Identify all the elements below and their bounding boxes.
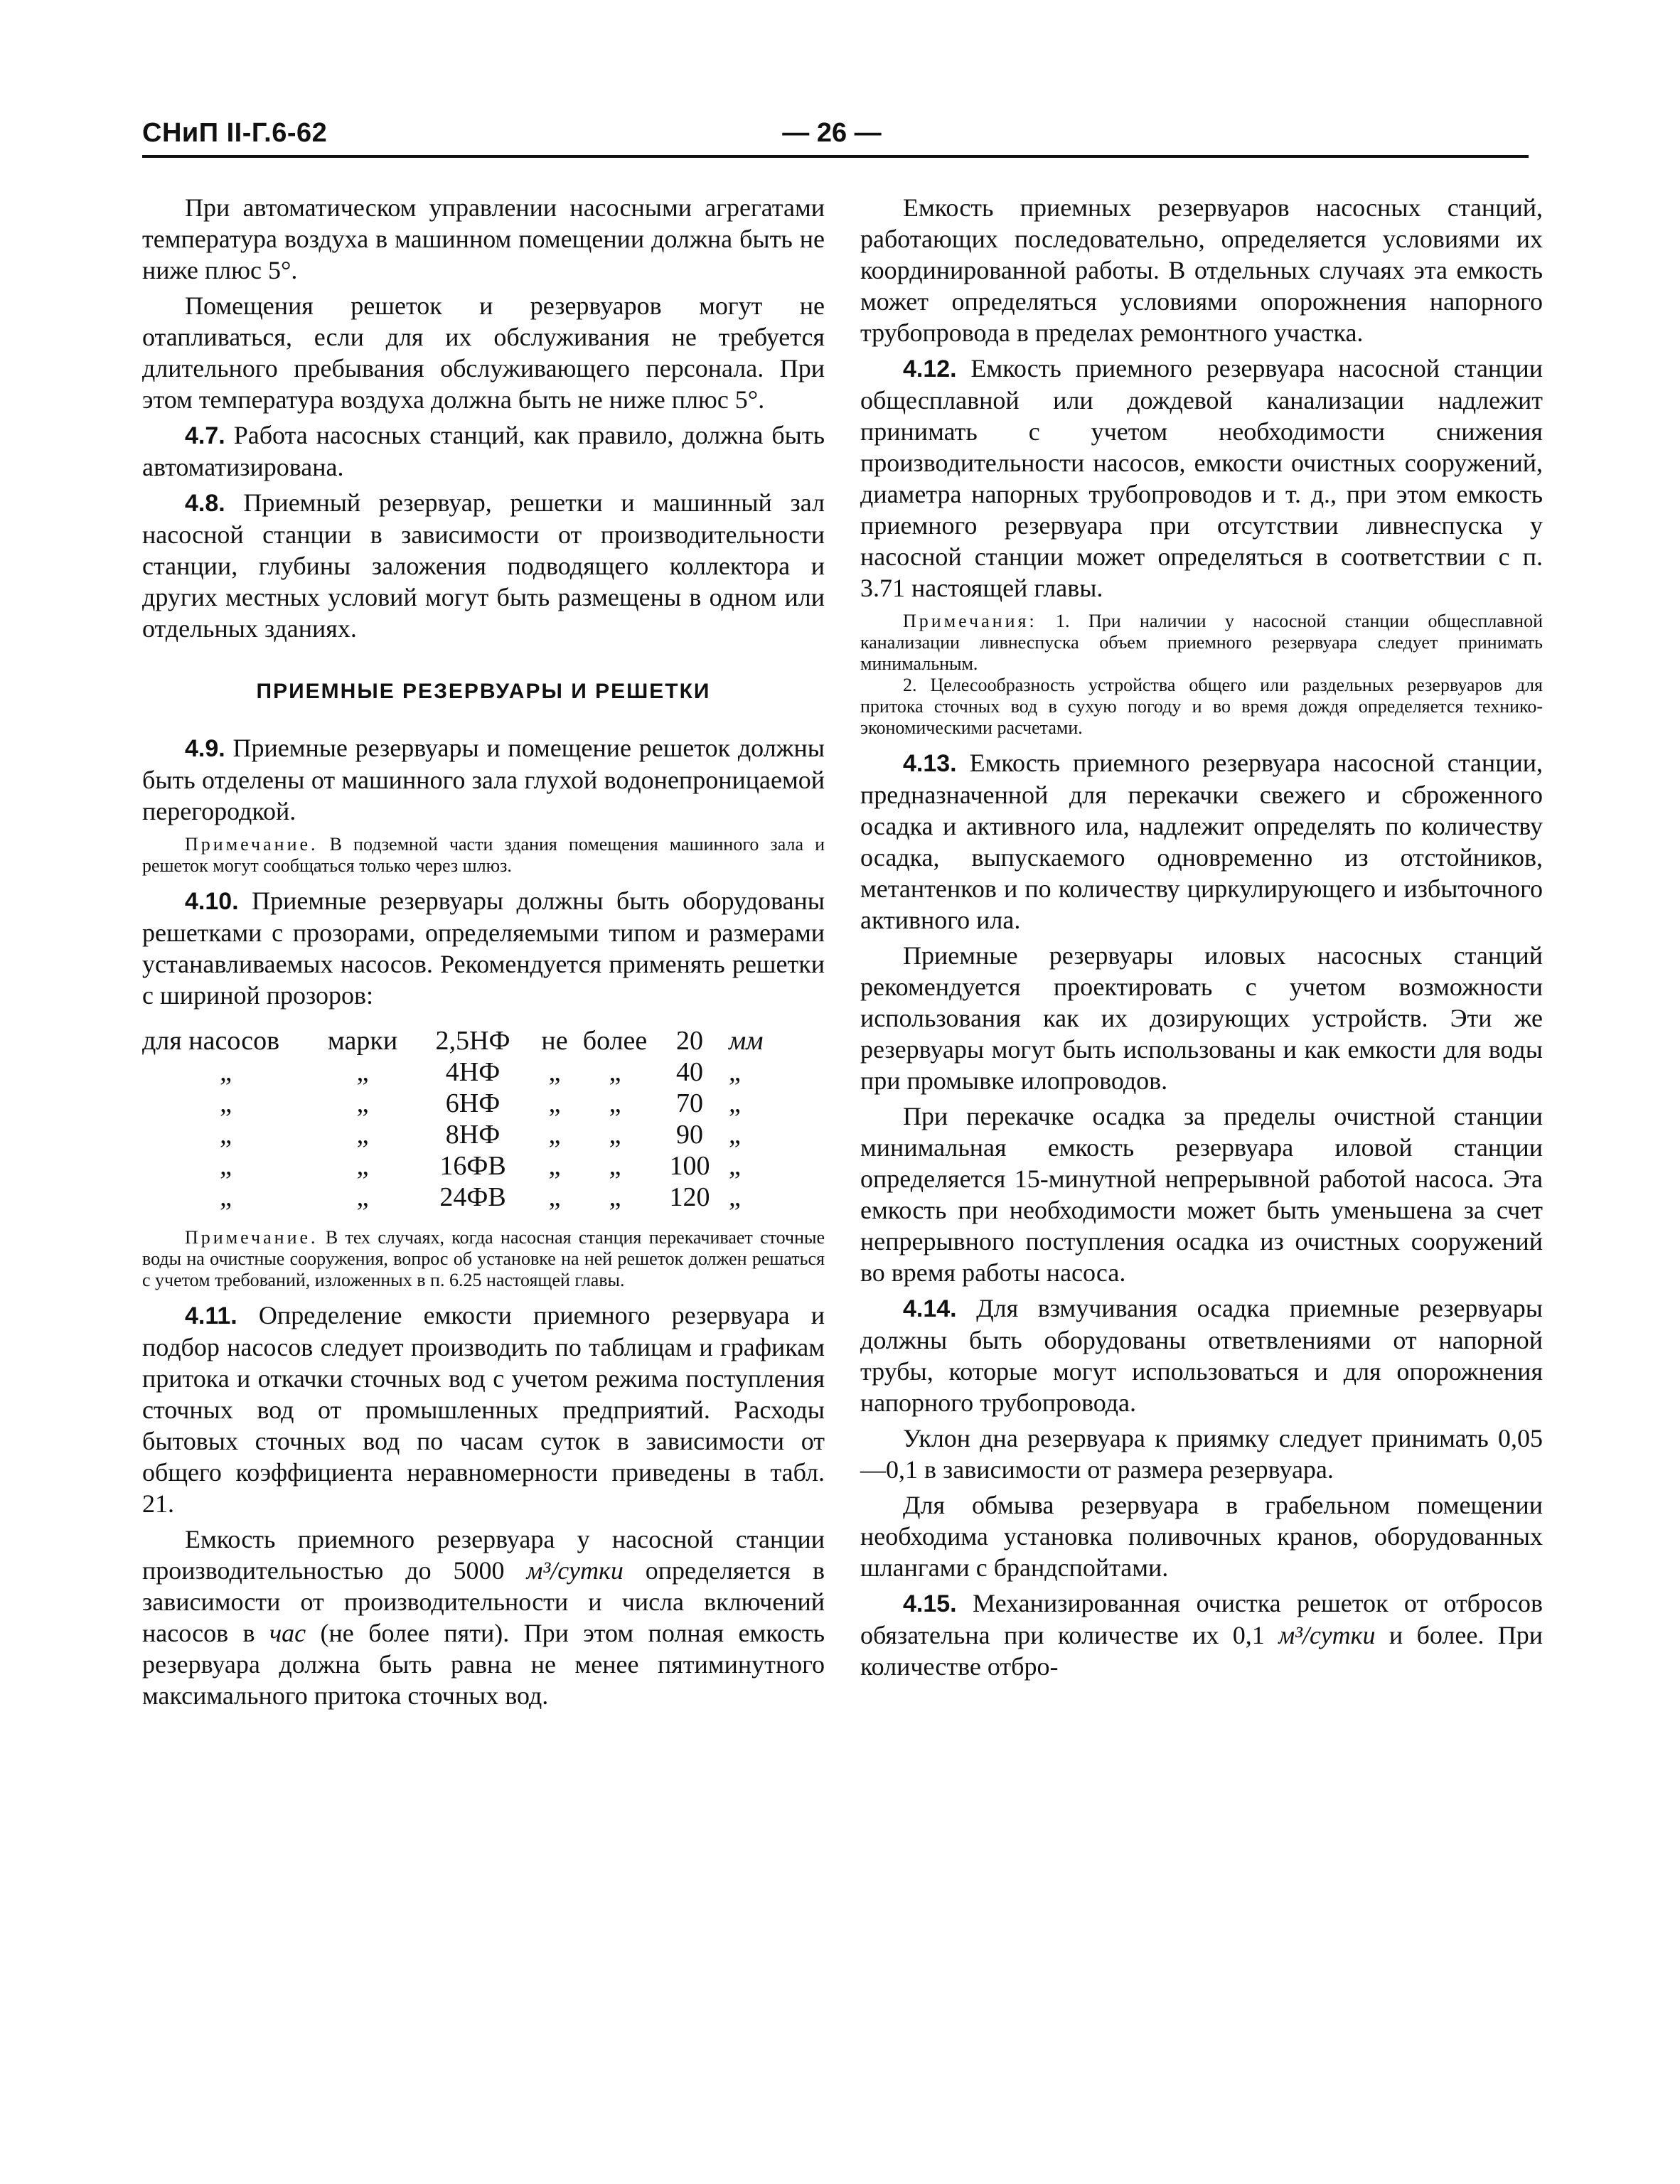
note-text: В подземной части здания помещения машинного зала и решеток могут сообщаться только через шлюз. (142, 834, 825, 876)
clause-4-8 (142, 487, 825, 644)
note-text: 1. При наличии у насосной станции общесплавной канализации ливнеспуска объем приемного резервуара следует принимать минимальным. (860, 611, 1543, 674)
paragraph: Емкость приемных резервуаров насосных станций, работающих последовательно, определяется условиями их координированной работы. В отдельных случаях эта емкость может определяться условиями опорожнения напорного трубопровода в пределах ремонтного участка. (860, 193, 1543, 347)
left-column (142, 192, 825, 1715)
spacing-value: 40 (676, 1057, 703, 1087)
ditto-mark: „ (548, 1151, 561, 1181)
clause-text: Механизированная очистка решеток от отбросов обязательна при количестве их 0,1 (860, 1589, 1543, 1649)
clause-number: 4.7. (185, 422, 225, 449)
text: определяется в зависимости от производительности и числа включений насосов в (142, 1556, 825, 1647)
note (860, 611, 1543, 675)
note (142, 834, 825, 877)
table-cell: марки (327, 1026, 398, 1056)
table-row (142, 1150, 810, 1182)
ditto-mark: „ (609, 1182, 621, 1212)
ditto-mark: „ (729, 1182, 741, 1212)
clause-number: 4.12. (903, 355, 957, 382)
text: (не более пяти). При этом полная емкость резервуара должна быть равна не менее пятиминутного максимального притока сточных вод. (142, 1619, 825, 1710)
header-rule (142, 155, 1529, 158)
clause-4-14 (860, 1292, 1543, 1418)
paragraph: Уклон дна резервуара к приямку следует принимать 0,05—0,1 в зависимости от размера резервуара. (860, 1424, 1543, 1484)
table-row (142, 1119, 810, 1150)
page-number: — 26 — (782, 118, 882, 148)
ditto-mark: „ (609, 1088, 621, 1118)
clause-text: Приемные резервуары и помещение решеток должны быть отделены от машинного зала глухой водонепроницаемой перегородкой. (142, 734, 825, 825)
ditto-mark: „ (220, 1057, 232, 1087)
ditto-mark: „ (609, 1151, 621, 1181)
section-heading: ПРИЕМНЫЕ РЕЗЕРВУАРЫ И РЕШЕТКИ (256, 680, 711, 703)
ditto-mark: „ (729, 1088, 741, 1118)
clause-text: Приемный резервуар, решетки и машинный зал насосной станции в зависимости от производительности станции, глубины заложения подводящего коллектора и других местных условий могут быть размещены в одном или отдельных зданиях. (142, 488, 825, 643)
ditto-mark: „ (356, 1057, 369, 1087)
spacing-value: 70 (676, 1088, 703, 1118)
clause-number: 4.11. (185, 1302, 237, 1329)
table-cell: для насосов (142, 1026, 280, 1056)
paragraph: Приемные резервуары иловых насосных станций рекомендуется проектировать с учетом возможности использования как их дозирующих устройств. Эти же резервуары могут быть использованы и как емкости для воды при промывке илопроводов. (860, 941, 1543, 1095)
clause-4-10 (142, 885, 825, 1011)
grate-spacing-table (142, 1025, 810, 1213)
ditto-mark: „ (609, 1120, 621, 1150)
ditto-mark: „ (548, 1120, 561, 1150)
clause-4-13 (860, 747, 1543, 936)
clause-number: 4.14. (903, 1295, 957, 1322)
ditto-mark: „ (220, 1151, 232, 1181)
page-header (142, 112, 1529, 155)
clause-text: Для взмучивания осадка приемные резервуары должны быть оборудованы ответвлениями от напорной трубы, которые могут использоваться и для опорожнения напорного трубопровода. (860, 1294, 1543, 1417)
clause-4-15 (860, 1588, 1543, 1682)
ditto-mark: „ (548, 1088, 561, 1118)
unit: час (269, 1619, 306, 1647)
document-code: СНиП II-Г.6-62 (142, 118, 328, 148)
note: 2. Целесообразность устройства общего или раздельных резервуаров для притока сточных вод в сухую погоду и во время дождя определяется технико-экономическими расчетами. (860, 675, 1543, 738)
spacing-value: 120 (669, 1182, 710, 1212)
spacing-value: 20 (676, 1026, 703, 1056)
table-row (142, 1056, 810, 1088)
pump-model: 16ФВ (439, 1151, 506, 1181)
pump-model: 8НФ (445, 1120, 501, 1150)
ditto-mark: „ (356, 1120, 369, 1150)
right-column (860, 192, 1543, 1686)
clause-number: 4.13. (903, 750, 957, 777)
paragraph: Помещения решеток и резервуаров могут не отапливаться, если для их обслуживания не требуется длительного пребывания обслуживающего персонала. При этом температура воздуха должна быть не ниже плюс 5°. (142, 291, 825, 414)
table-row (142, 1182, 810, 1213)
note-text: В тех случаях, когда насосная станция перекачивает сточные воды на очистные сооружения, вопрос об установке на ней решеток должен решаться с учетом требований, изложенных в п. 6.25 настоящей главы. (142, 1227, 825, 1290)
table-cell: не (541, 1026, 568, 1056)
spacing-value: 90 (676, 1120, 703, 1150)
ditto-mark: „ (356, 1151, 369, 1181)
pump-model: 4НФ (445, 1057, 501, 1087)
unit: мм (729, 1026, 764, 1056)
clause-text: и более. При количестве отбро- (860, 1621, 1543, 1681)
ditto-mark: „ (729, 1057, 741, 1087)
clause-text: Емкость приемного резервуара насосной станции общесплавной или дождевой канализации надлежит принимать с учетом необходимости снижения производительности насосов, емкости очистных сооружений, диаметра напорных трубопроводов и т. д., при этом емкость приемного резервуара при отсутствии ливнеспуска у насосной станции может определяться в соответствии с п. 3.71 настоящей главы. (860, 354, 1543, 602)
pump-model: 2,5НФ (435, 1026, 510, 1056)
paragraph: При автоматическом управлении насосными агрегатами температура воздуха в машинном помещении должна быть не ниже плюс 5°. (142, 193, 825, 284)
table-row (142, 1088, 810, 1119)
clause-number: 4.8. (185, 490, 225, 517)
ditto-mark: „ (220, 1182, 232, 1212)
unit: м³/сутки (1278, 1621, 1376, 1649)
clause-4-11 (142, 1300, 825, 1519)
clause-4-9 (142, 732, 825, 827)
pump-model: 24ФВ (439, 1182, 506, 1212)
note-label: Примечание. (185, 1227, 319, 1248)
text: Емкость приемного резервуара у насосной станции производительностью до 5000 (142, 1525, 825, 1585)
note (142, 1227, 825, 1291)
note-label: Примечание. (185, 834, 319, 855)
paragraph (142, 1524, 825, 1711)
table-cell: более (582, 1026, 648, 1056)
clause-text: Приемные резервуары должны быть оборудованы решетками с прозорами, определяемыми типом и размерами устанавливаемых насосов. Рекомендуется применять решетки с шириной прозоров: (142, 887, 825, 1010)
ditto-mark: „ (548, 1057, 561, 1087)
spacing-value: 100 (669, 1151, 710, 1181)
clause-number: 4.9. (185, 735, 225, 762)
ditto-mark: „ (220, 1088, 232, 1118)
clause-text: Работа насосных станций, как правило, должна быть автоматизирована. (142, 421, 825, 481)
clause-text: Определение емкости приемного резервуара и подбор насосов следует производить по таблицам и графикам притока и откачки сточных вод с учетом режима поступления сточных вод от промышленных предприятий. Расходы бытовых сточных вод по часам суток в зависимости от общего коэффициента неравномерности приведены в табл. 21. (142, 1301, 825, 1518)
ditto-mark: „ (548, 1182, 561, 1212)
ditto-mark: „ (356, 1182, 369, 1212)
ditto-mark: „ (729, 1120, 741, 1150)
clause-4-7 (142, 419, 825, 483)
pump-model: 6НФ (445, 1088, 501, 1118)
table-row (142, 1025, 810, 1056)
ditto-mark: „ (356, 1088, 369, 1118)
paragraph: Для обмыва резервуара в грабельном помещении необходима установка поливочных кранов, оборудованных шлангами с брандспойтами. (860, 1491, 1543, 1582)
clause-number: 4.10. (185, 888, 239, 915)
ditto-mark: „ (729, 1151, 741, 1181)
paragraph: При перекачке осадка за пределы очистной станции минимальная емкость резервуара иловой станции определяется 15-минутной непрерывной работой насоса. Эта емкость при необходимости может быть уменьшена за счет непрерывного поступления осадка из очистных сооружений во время работы насоса. (860, 1102, 1543, 1287)
clause-4-12 (860, 353, 1543, 604)
clause-text: Емкость приемного резервуара насосной станции, предназначенной для перекачки свежего и сброженного осадка и активного ила, надлежит определять по количеству осадка, выпускаемого одновременно из отстойников, метантенков и по количеству циркулирующего и избыточного активного ила. (860, 749, 1543, 934)
ditto-mark: „ (609, 1057, 621, 1087)
unit: м³/сутки (526, 1556, 624, 1585)
note-label: Примечания: (903, 611, 1037, 631)
ditto-mark: „ (220, 1120, 232, 1150)
clause-number: 4.15. (903, 1590, 957, 1617)
